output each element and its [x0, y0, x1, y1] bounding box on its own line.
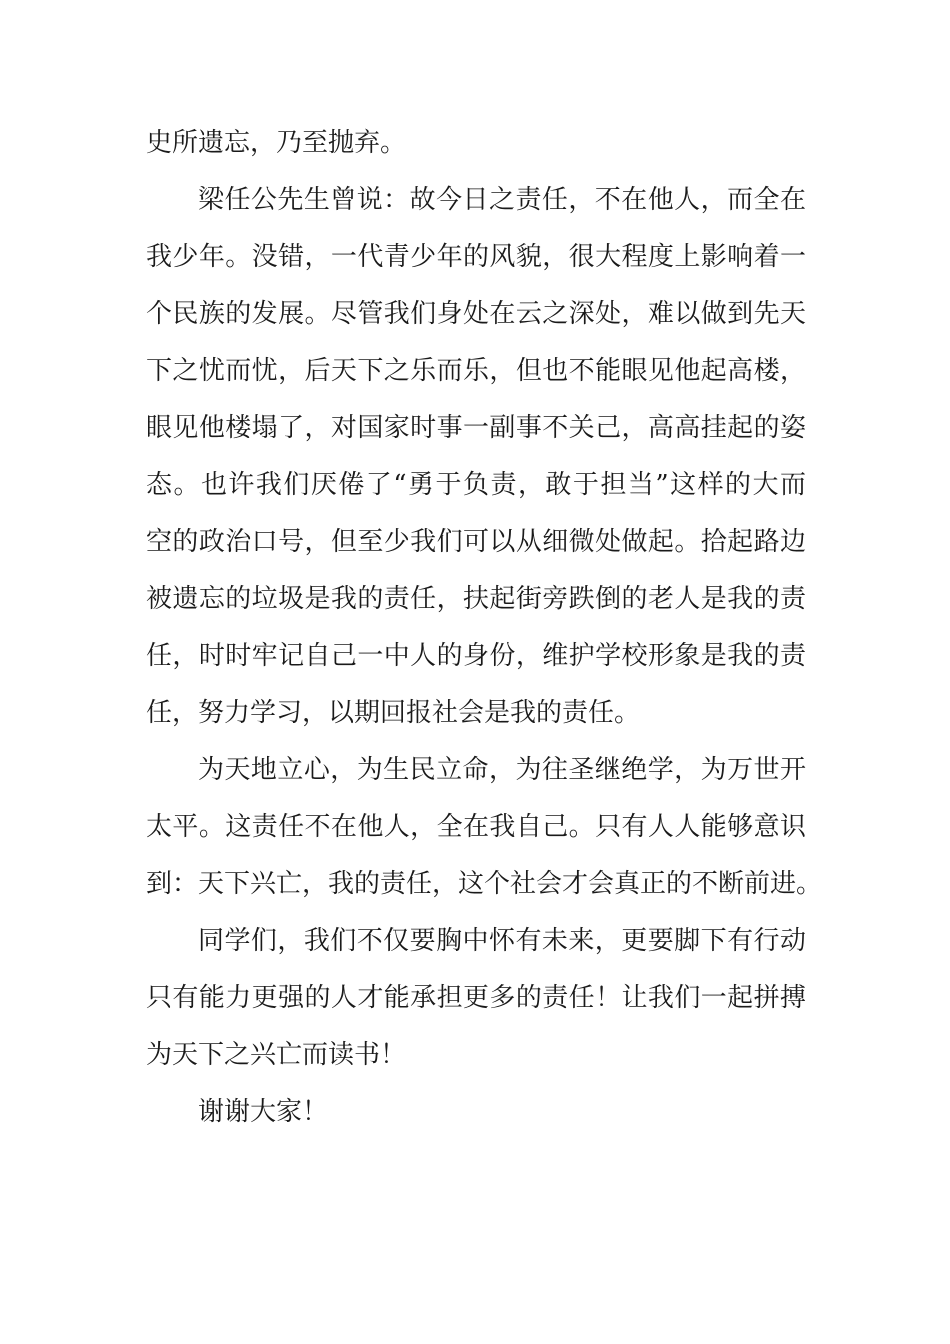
text-line: 只有能力更强的人才能承担更多的责任！让我们一起拼搏 — [146, 983, 806, 1013]
closing-line: 谢谢大家！ — [198, 1097, 329, 1127]
text-line: 眼见他楼塌了，对国家时事一副事不关己，高高挂起的姿 — [146, 413, 806, 443]
paragraph-first-line: 同学们，我们不仅要胸中怀有未来，更要脚下有行动 — [198, 926, 806, 956]
text-line: 我少年。没错，一代青少年的风貌，很大程度上影响着一 — [146, 242, 806, 272]
text-line: 个民族的发展。尽管我们身处在云之深处，难以做到先天 — [146, 299, 806, 329]
text-line: 空的政治口号，但至少我们可以从细微处做起。拾起路边 — [146, 527, 806, 557]
text-line: 史所遗忘，乃至抛弃。 — [146, 128, 407, 158]
paragraph-first-line: 为天地立心，为生民立命，为往圣继绝学，为万世开 — [198, 755, 806, 785]
text-line: 任，努力学习，以期回报社会是我的责任。 — [146, 698, 641, 728]
text-line: 太平。这责任不在他人，全在我自己。只有人人能够意识 — [146, 812, 806, 842]
text-line: 下之忧而忧，后天下之乐而乐，但也不能眼见他起高楼， — [146, 356, 806, 386]
text-line: 被遗忘的垃圾是我的责任，扶起街旁跌倒的老人是我的责 — [146, 584, 806, 614]
text-line: 任，时时牢记自己一中人的身份，维护学校形象是我的责 — [146, 641, 806, 671]
paragraph-first-line: 梁任公先生曾说：故今日之责任，不在他人，而全在 — [198, 185, 806, 215]
text-line: 态。也许我们厌倦了“勇于负责，敢于担当”这样的大而 — [146, 470, 806, 500]
text-line: 到：天下兴亡，我的责任，这个社会才会真正的不断前进。 — [146, 869, 823, 899]
text-line: 为天下之兴亡而读书！ — [146, 1040, 407, 1070]
